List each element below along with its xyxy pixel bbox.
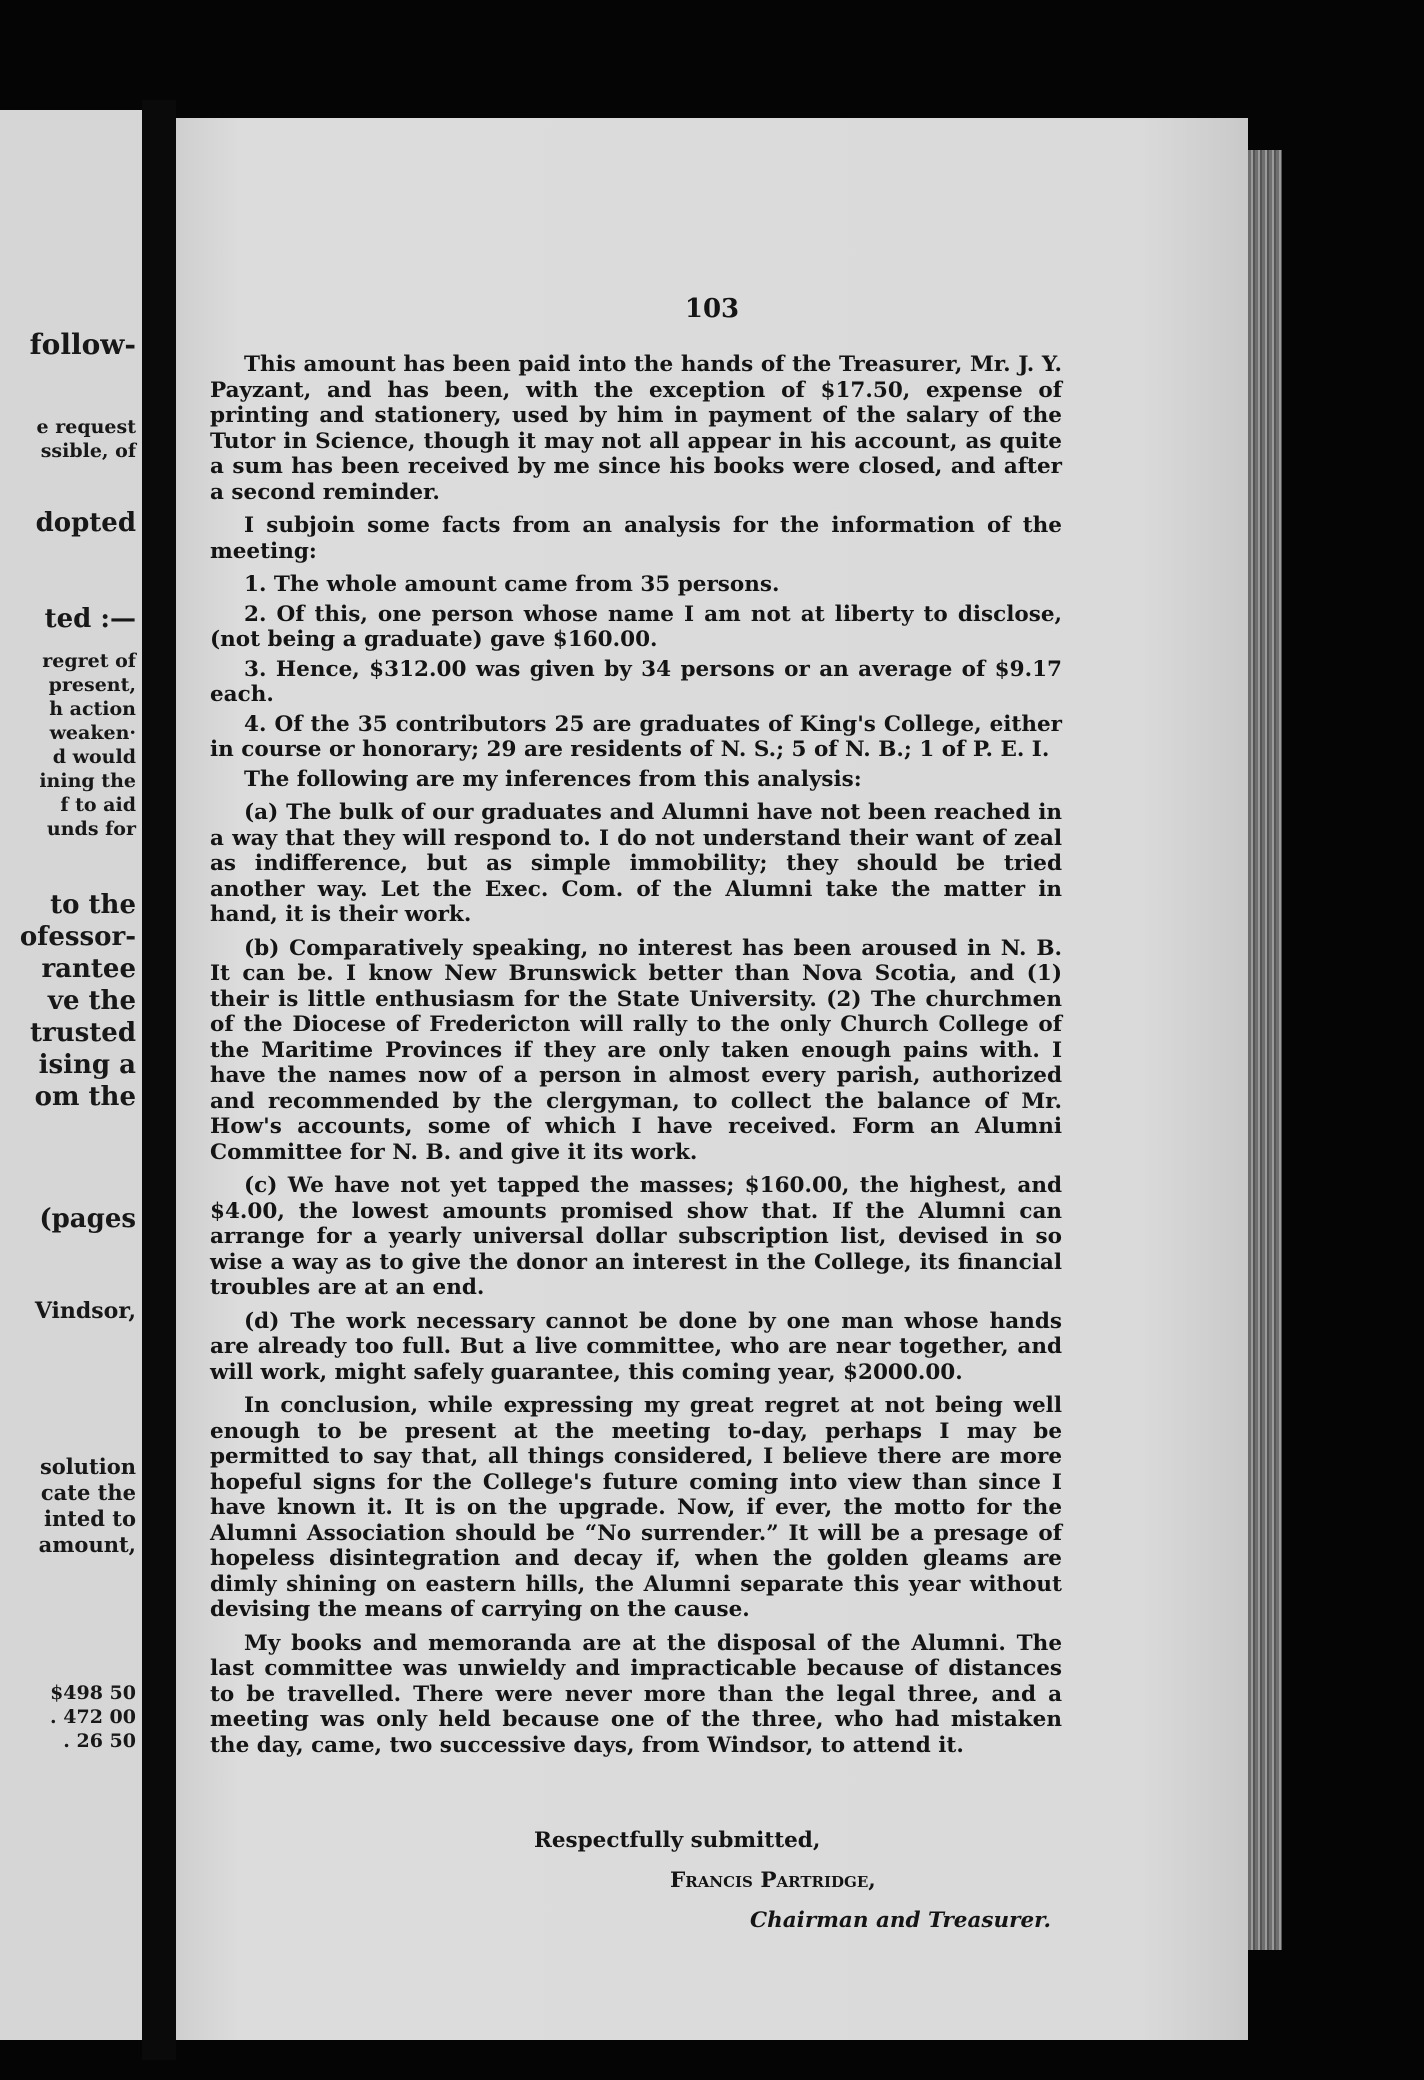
left-fragment: d would <box>52 746 136 768</box>
left-fragment: follow- <box>29 328 136 361</box>
left-fragment: ted :— <box>44 604 136 634</box>
left-fragment: inted to <box>43 1506 136 1531</box>
paragraph: The following are my inferences from this analysis: <box>244 766 862 792</box>
paragraph: I subjoin some facts from an analysis for the information of the meeting: <box>210 513 1062 564</box>
left-fragment: present, <box>48 674 136 696</box>
left-fragment: dopted <box>35 508 136 538</box>
left-fragment: to the <box>50 890 136 920</box>
paragraph: This amount has been paid into the hands of the Treasurer, Mr. J. Y. Payzant, and has been, with the exception of $17.50, expense of printing and stationery, used by him in payment of the salary of the Tutor in Science, though it may not all appear in his account, as quite a sum has been received by me since his books were closed, and after a second reminder. <box>210 352 1062 505</box>
left-fragment: ofessor- <box>19 922 136 952</box>
left-fragment: ve the <box>47 986 136 1016</box>
list-item: 1. The whole amount came from 35 persons. <box>244 572 780 597</box>
left-fragment: ining the <box>39 770 136 792</box>
inference-paragraph: (d) The work necessary cannot be done by one man whose hands are already too full. But a live committee, who are near together, and will work, might safely guarantee, this coming year, $2000.00. <box>210 1308 1062 1385</box>
report-body <box>210 352 1062 1766</box>
document-page <box>176 118 1248 2040</box>
left-fragment: weaken· <box>49 722 136 744</box>
list-item: 4. Of the 35 contributors 25 are graduates of King's College, either in course or honorary; 29 are residents of N. S.; 5 of N. B.; 1 of P. E. I. <box>210 711 1062 762</box>
left-fragment: e request <box>36 416 136 438</box>
left-fragment: (pages <box>39 1204 136 1234</box>
left-fragment: amount, <box>38 1532 136 1557</box>
list-item: 3. Hence, $312.00 was given by 34 persons or an average of $9.17 each. <box>210 656 1062 707</box>
inference-paragraph: (a) The bulk of our graduates and Alumni have not been reached in a way that they will respond to. I do not understand their want of zeal as indifference, but as simple immobility; they should be tried another way. Let the Exec. Com. of the Alumni take the matter in hand, it is their work. <box>210 800 1062 927</box>
left-fragment: unds for <box>46 818 136 840</box>
paragraph: My books and memoranda are at the disposal of the Alumni. The last committee was unwieldy and impracticable because of distances to be travelled. There were never more than the legal three, and a meeting was only held because one of the three, who had mistaken the day, came, two successive days, from Windsor, to attend it. <box>210 1630 1062 1758</box>
left-fragment: ssible, of <box>40 440 136 462</box>
left-fragment: regret of <box>42 650 136 672</box>
left-fragment: $498 50 <box>50 1682 136 1704</box>
inference-paragraph: (b) Comparatively speaking, no interest has been aroused in N. B. It can be. I know New Brunswick better than Nova Scotia, and (1) their is little enthusiasm for the State University. (2) The churchmen of the Diocese of Fredericton will rally to the only Church College of the Maritime Provinces if they are only taken enough pains with. I have the names now of a person in almost every parish, authorized and recommended by the clergyman, to collect the balance of Mr. How's accounts, some of which I have received. Form an Alumni Committee for N. B. and give it its work. <box>210 935 1062 1165</box>
left-fragment: om the <box>34 1082 136 1112</box>
left-fragment: cate the <box>40 1480 136 1505</box>
inference-paragraph: (c) We have not yet tapped the masses; $160.00, the highest, and $4.00, the lowest amounts promised show that. If the Alumni can arrange for a yearly universal dollar subscription list, devised in so wise a way as to give the donor an interest in the College, its financial troubles are at an end. <box>210 1173 1062 1300</box>
signature-title: Chairman and Treasurer. <box>750 1908 1051 1933</box>
left-fragment: . 472 00 <box>50 1706 136 1728</box>
list-item: 2. Of this, one person whose name I am not at liberty to disclose, (not being a graduate) gave $160.00. <box>210 601 1062 652</box>
page-number: 103 <box>684 294 740 324</box>
closing: Respectfully submitted, <box>534 1828 821 1853</box>
left-fragment: trusted <box>30 1018 136 1048</box>
left-fragment: f to aid <box>60 794 136 816</box>
left-fragment: Vindsor, <box>34 1298 136 1324</box>
book-gutter <box>142 100 176 2060</box>
left-fragment: solution <box>39 1454 136 1479</box>
left-fragment: rantee <box>41 954 136 984</box>
left-fragment: ising a <box>38 1050 136 1080</box>
left-facing-page <box>0 110 142 2040</box>
left-fragment: . 26 50 <box>63 1730 136 1752</box>
paragraph: In conclusion, while expressing my great regret at not being well enough to be present at the meeting to-day, perhaps I may be permitted to say that, all things considered, I believe there are more hopeful signs for the College's future coming into view than since I have known it. It is on the upgrade. Now, if ever, the motto for the Alumni Association should be “No surrender.” It will be a presage of hopeless disintegration and decay if, when the golden gleams are dimly shining on eastern hills, the Alumni separate this year without devising the means of carrying on the cause. <box>210 1393 1062 1622</box>
left-fragment: h action <box>49 698 136 720</box>
signature-name: Francis Partridge, <box>670 1868 876 1893</box>
page-edge-stack <box>1248 150 1282 1950</box>
